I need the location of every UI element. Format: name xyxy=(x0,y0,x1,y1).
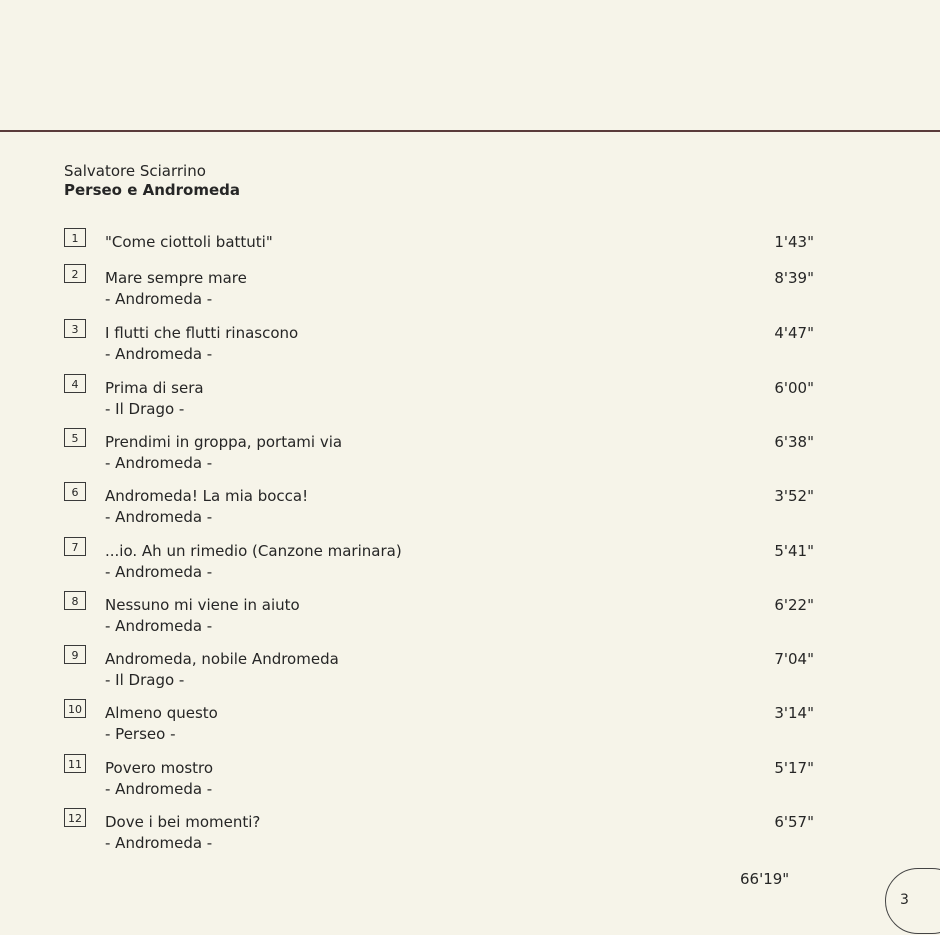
track-row xyxy=(64,591,824,641)
track-title: Andromeda! La mia bocca! xyxy=(105,487,309,505)
track-row xyxy=(64,808,824,858)
track-title: Almeno questo xyxy=(105,704,218,722)
track-number: 2 xyxy=(64,264,86,283)
track-number: 7 xyxy=(64,537,86,556)
track-role: - Il Drago - xyxy=(105,400,185,418)
track-title: Povero mostro xyxy=(105,759,214,777)
track-duration: 5'41" xyxy=(774,542,814,560)
track-duration: 1'43" xyxy=(774,233,814,251)
track-row xyxy=(64,645,824,695)
track-duration: 6'22" xyxy=(774,596,814,614)
track-title: Prendimi in groppa, portami via xyxy=(105,433,343,451)
work-title: Perseo e Andromeda xyxy=(64,181,240,199)
track-number: 6 xyxy=(64,482,86,501)
track-row xyxy=(64,482,824,532)
track-duration: 5'17" xyxy=(774,759,814,777)
track-title: ...io. Ah un rimedio (Canzone marinara) xyxy=(105,542,402,560)
track-role: - Andromeda - xyxy=(105,617,213,635)
track-number: 4 xyxy=(64,374,86,393)
track-duration: 6'38" xyxy=(774,433,814,451)
track-title: Mare sempre mare xyxy=(105,269,247,287)
track-title: Prima di sera xyxy=(105,379,204,397)
track-role: - Andromeda - xyxy=(105,563,213,581)
track-duration: 6'00" xyxy=(774,379,814,397)
track-role: - Il Drago - xyxy=(105,671,185,689)
track-row xyxy=(64,428,824,478)
track-role: - Andromeda - xyxy=(105,834,213,852)
track-row xyxy=(64,264,824,314)
track-role: - Andromeda - xyxy=(105,345,213,363)
track-row xyxy=(64,699,824,749)
track-role: - Andromeda - xyxy=(105,780,213,798)
track-number: 9 xyxy=(64,645,86,664)
track-number: 3 xyxy=(64,319,86,338)
track-title: Nessuno mi viene in aiuto xyxy=(105,596,300,614)
track-row xyxy=(64,754,824,804)
page-number-tab xyxy=(885,868,940,934)
header-rule xyxy=(0,130,940,132)
total-duration: 66'19" xyxy=(740,870,790,888)
track-role: - Andromeda - xyxy=(105,454,213,472)
track-title: Dove i bei momenti? xyxy=(105,813,261,831)
track-title: Andromeda, nobile Andromeda xyxy=(105,650,339,668)
track-role: - Andromeda - xyxy=(105,508,213,526)
track-row xyxy=(64,537,824,587)
track-number: 5 xyxy=(64,428,86,447)
track-duration: 3'52" xyxy=(774,487,814,505)
track-number: 12 xyxy=(64,808,86,827)
track-role: - Perseo - xyxy=(105,725,176,743)
track-row xyxy=(64,319,824,369)
track-number: 1 xyxy=(64,228,86,247)
track-number: 8 xyxy=(64,591,86,610)
track-number: 10 xyxy=(64,699,86,718)
track-duration: 6'57" xyxy=(774,813,814,831)
track-duration: 3'14" xyxy=(774,704,814,722)
track-duration: 7'04" xyxy=(774,650,814,668)
composer-name: Salvatore Sciarrino xyxy=(64,162,206,180)
track-title: I flutti che flutti rinascono xyxy=(105,324,299,342)
track-role: - Andromeda - xyxy=(105,290,213,308)
track-duration: 4'47" xyxy=(774,324,814,342)
track-number: 11 xyxy=(64,754,86,773)
track-duration: 8'39" xyxy=(774,269,814,287)
track-title: "Come ciottoli battuti" xyxy=(105,233,273,251)
page-number: 3 xyxy=(900,892,909,908)
track-row xyxy=(64,374,824,424)
